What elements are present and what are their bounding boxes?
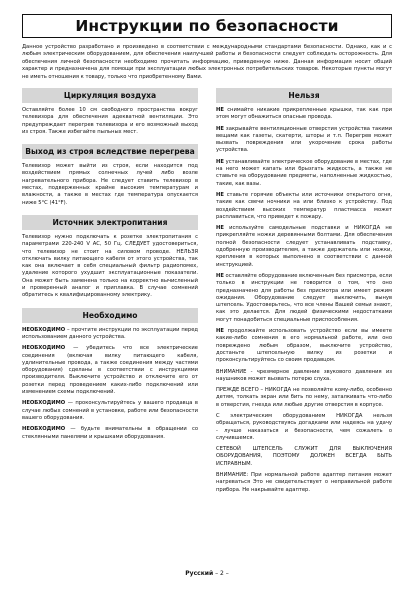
required-item-2-text: — убедитесь что все электрические соединения (включая вилку питающего кабеля, удлинительные провода, а также соединения между частями оборудования) сделаны в соответствии с инструкциями производителя. Выключите устройство и отключите его от розетки перед проведением каких-либо подключений или изменением схемы подключений. [22,345,198,396]
prohibited-item-7 [216,328,392,364]
required-item-2-lead: НЕОБХОДИМО [22,345,66,352]
prohibited-item-3 [216,159,392,188]
prohibited-item-6 [216,273,392,324]
required-item-3-text: — проконсультируйтесь у вашего продавца в случае любых сомнений в установке, работе или безопасности вашего оборудования. [22,400,198,421]
prohibited-item-2 [216,126,392,155]
prohibited-item-7-lead: НЕ [216,328,224,335]
guesswork-warning: С электрическим оборудованием НИКОГДА нельзя обращаться, руководствуясь догадками или надеясь на удачу - лучше наказаться и безопасности, чем сожалеть о случившемся. [216,412,392,441]
prohibited-item-6-text: оставляйте оборудование включенным без присмотра, если только в инструкции не говорится о том, что оно предназначено для работы без присмотра или имеет режим ожидания. Оборудование следует выключить, вынув штепсель. Удостоверьтесь, что все члены Вашей семьи знают, как это делается. Для людей физическими недостатками могут понадобиться специальные приспособления. [216,272,392,323]
footer-page-number: – 2 – [213,570,229,577]
prohibited-item-1-text: снимайте никакие прикрепленные крышки, так как при этом могут обнажиться опасные провода. [216,107,392,121]
overheat-paragraph: Телевизор может выйти из строя, если находится под воздействием прямых солнечных лучей либо возле нагревательного прибора. Не следует ставить телевизор в местах, подверженных крайне высоким температурам и влажности, а также в местах где температура опускается ниже 5°C (41°F). [22,163,198,206]
prohibited-item-6-lead: НЕ [216,272,224,279]
page-footer [0,570,414,578]
prohibited-item-4-lead: НЕ [216,191,224,198]
prohibited-item-2-lead: НЕ [216,125,224,132]
page-title: Инструкции по безопасности [22,14,392,38]
left-column [22,88,198,441]
prohibited-item-2-text: закрывайте вентиляционные отверстия устройства такими вещами как газеты, скатерти, шторы и т.п. Перегрев может вызвать повреждения или укорочение срока работы устройства. [216,125,392,154]
required-item-3 [22,400,198,422]
section-heading-power: Источник электропитания [22,215,198,230]
section-heading-airflow: Циркуляция воздуха [22,88,198,103]
prohibited-item-3-text: устанавливайте электрическое оборудование в местах, где на него может капать или брызгать жидкость, а также не ставьте на оборудование предметы, наполненные жидкостью, такие, как вазы. [216,158,392,187]
hearing-warning: ВНИМАНИЕ - чрезмерное давление звукового давления из наушников может вызвать потерю слуха. [216,368,392,382]
required-item-4-lead: НЕОБХОДИМО [22,426,66,433]
intro-paragraph: Данное устройство разработано и произведено в соответствии с международными стандартами безопасности. Однако, как и с любым электрическим оборудованием, для обеспечения наилучшей работы и безопасности следует соблюдать осторожность. Для обеспечения личной безопасности необходимо прочитать информацию, приведенную ниже. Данная информация носит общий характер и предназначена для помощи при эксплуатации любых электронных потребительских товаров. Некоторые пункты могут не иметь отношения к товару, только что приобретенному Вами. [22,44,392,80]
children-warning: ПРЕЖДЕ ВСЕГО – НИКОГДА не позволяйте кому-либо, особенно детям, толкать экран или бить по нему, заталкивать что-либо в отверстия, гнезда или любые другие отверстия в корпусе. [216,387,392,408]
prohibited-item-5-text: используйте самодельные подставки и НИКОГДА не прикрепляйте ножки деревянными болтами. Для обеспечения полной безопасности следует устанавливать подставку, одобренную производителем, а также держатель или ножки, крепления в которых выполнено в соответствии с данной инструкцией. [216,225,392,268]
prohibited-item-7-text: продолжайте использовать устройство если вы имеете какие-либо сомнения в его нормальной работе, или оно повреждено любым образом, выключите устройство, достаньте штепсельную вилку из розетки и проконсультируйтесь со своим продавцом. [216,328,392,364]
prohibited-item-3-lead: НЕ [216,158,224,165]
required-item-1 [22,327,198,342]
required-item-1-lead: НЕОБХОДИМО [22,326,66,333]
mains-plug-warning: СЕТЕВОЙ ШТЕПСЕЛЬ СЛУЖИТ ДЛЯ ВЫКЛЮЧЕНИЯ ОБОРУДОВАНИЯ, ПОЭТОМУ ДОЛЖЕН ВСЕГДА БЫТЬ ИСПРАВНЫМ. [216,446,392,467]
section-heading-overheat: Выход из строя вследствие перегрева [22,144,198,159]
prohibited-item-4-text: ставьте горячие объекты или источники открытого огня, такие как свечи ночники на или близко к устройству. Под воздействием высоких температур пластмасса может расплавиться, что приведет к пожару. [216,191,392,220]
prohibited-item-1-lead: НЕ [216,107,224,113]
section-heading-required: Необходимо [22,308,198,323]
footer-language: Русский [185,570,214,577]
prohibited-item-4 [216,192,392,221]
required-item-3-lead: НЕОБХОДИМО [22,400,66,407]
prohibited-item-1 [216,107,392,122]
section-heading-prohibited: Нельзя [216,88,392,103]
required-item-1-text: – прочтите инструкции по эксплуатации перед использованием данного устройства. [22,326,198,340]
required-item-4 [22,426,198,441]
required-item-2 [22,345,198,396]
prohibited-item-5 [216,225,392,269]
power-paragraph: Телевизор нужно подключать к розетке электропитания с параметрами 220-240 V AC, 50 Гц. СЛЕДУЕТ удостовериться, что телевизор не стоит на силовом проводе. НЕЛЬЗЯ отключать вилку питающего кабеля от этого устройства, так как она включает в себя специальный фильтр радиопомех, удаление которого ухудшит эксплуатационные показатели. Она может быть заменена только на корректно вычисленный и проверенный аналог и приплавка. В случае сомнений обратитесь к квалифицированному электрику. [22,233,198,299]
right-column [216,88,392,494]
airflow-paragraph: Оставляйте более 10 см свободного пространства вокруг телевизора для обеспечения адекватной вентиляции. Это предупреждает перегрев телевизора и его возможный выход из строя. Также избегайте пыльных мест. [22,107,198,135]
prohibited-item-5-lead: НЕ [216,225,224,232]
required-item-4-text: — будьте внимательны в обращении со стеклянными панелями и крышками оборудования. [22,426,198,440]
adapter-warning: ВНИМАНИЕ: При нормальной работе адаптер питания может нагреваться Это не свидетельствует о неправильной работе прибора. Не накрывайте адаптер. [216,472,392,493]
